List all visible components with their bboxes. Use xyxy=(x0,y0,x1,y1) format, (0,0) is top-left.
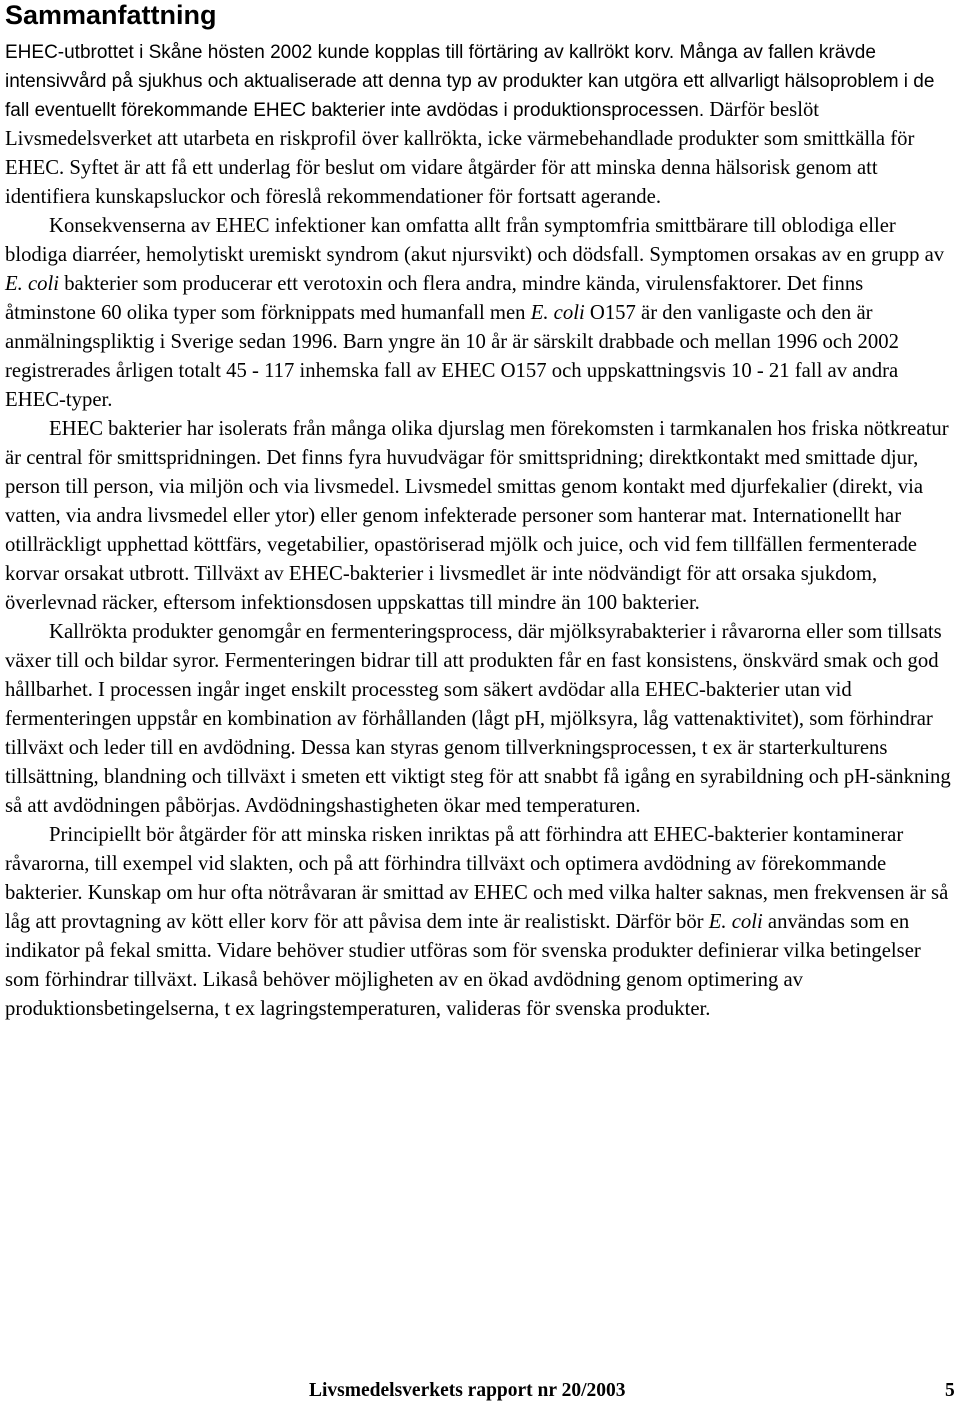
section-heading: Sammanfattning xyxy=(5,0,217,30)
species-name: E. coli xyxy=(5,273,60,295)
paragraph-text: Konsekvenserna av EHEC infektioner kan omfatta allt från symptomfria smittbärare till oblodiga eller blodiga diarréer, hemolytiskt uremiskt syndrom (akut njursvikt) och dödsfall. Symptomen orsakas av en grupp av xyxy=(5,215,945,266)
paragraph-sentence: Därför beslöt Livsmedelsverket att utarbeta en riskprofil över kallrökta, icke värmebehandlade produkter som smittkälla för EHEC. xyxy=(5,99,915,179)
paragraph-sentence: Syftet är att få ett underlag för beslut om vidare åtgärder för att minska denna hälsorisk genom att identifiera kunskapsluckor och föreslå rekommendationer för fortsatt agerande. xyxy=(5,157,878,208)
paragraph-text: bakterier som producerar ett verotoxin och flera andra, mindre kända, virulensfaktorer. Det finns åtminstone 60 olika typer som förknippats med humanfall men xyxy=(5,273,864,324)
paragraph-text: O157 är den vanligaste och den är anmälningspliktig i Sverige sedan 1996. Barn yngre än 10 år är särskilt drabbade och mellan 1996 och 2002 registrerades årligen totalt 45 - 117 inhemska fall av EHEC O157 och uppskattningsvis 10 - 21 fall av andra EHEC-typer. xyxy=(5,302,899,411)
footer-report-title: Livsmedelsverkets rapport nr 20/2003 xyxy=(309,1380,626,1401)
paragraph-transmission: EHEC bakterier har isolerats från många olika djurslag men förekomsten i tarmkanalen hos friska nötkreatur är central för smittspridningen. Det finns fyra huvudvägar för smittspridning; direktkontakt med smittade djur, person till person, via miljön och via livsmedel. Livsmedel smittas genom kontakt med djurfekalier (direkt, via vatten, via andra livsmedel eller ytor) eller genom infekterade personer som hanterar mat. Internationellt har otillräckligt upphettad köttfärs, vegetabilier, opastöriserad mjölk och juice, och vid fem tillfällen fermenterade korvar orsakat utbrott. Tillväxt av EHEC-bakterier i livsmedlet är inte nödvändigt för att orsaka sjukdom, överlevnad räcker, eftersom infektionsdosen uppskattas till mindre än 100 bakterier. xyxy=(5,418,949,614)
paragraph-consequences xyxy=(5,212,955,415)
paragraph-sentence: EHEC-utbrottet i Skåne hösten 2002 kunde kopplas till förtäring av kallrökt korv. Många av fallen krävde intensivvård på sjukhus och aktualiserade att denna typ av produkter kan utgöra ett allvarligt hälsoproblem i de fall eventuellt förekommande EHEC bakterier inte avdödas i produktionsprocessen. xyxy=(5,42,935,121)
document-page xyxy=(5,0,955,1024)
paragraph-measures xyxy=(5,821,955,1024)
paragraph-text: Principiellt bör åtgärder för att minska risken inriktas på att förhindra att EHEC-bakterier kontaminerar råvarorna, till exempel vid slakten, och på att förhindra tillväxt och optimera avdödning av förekommande bakterier. Kunskap om hur ofta nötråvaran är smittad av EHEC och med vilka halter saknas, men frekvensen är så låg att provtagning av kött eller korv för att påvisa dem inte är realistiskt. Därför bör xyxy=(5,824,949,933)
paragraph-summary-intro xyxy=(5,38,955,212)
paragraph-fermentation: Kallrökta produkter genomgår en fermenteringsprocess, där mjölksyrabakterier i råvarorna eller som tillsats växer till och bildar syror. Fermenteringen bidrar till att produkten får en fast konsistens, önskvärd smak och god hållbarhet. I processen ingår inget enskilt processteg som säkert avdödar alla EHEC-bakterier utan vid fermenteringen uppstår en kombination av förhållanden (lågt pH, mjölksyra, låg vattenaktivitet), som förhindrar tillväxt och leder till en avdödning. Dessa kan styras genom tillverkningsprocessen, t ex är starterkulturens tillsättning, blandning och tillväxt i smeten ett viktigt steg för att snabbt få igång en syrabildning och pH-sänkning så att avdödningen påbörjas. Avdödningshastigheten ökar med temperaturen. xyxy=(5,621,951,817)
page-number: 5 xyxy=(945,1380,955,1401)
paragraph-text: användas som en indikator på fekal smitta. Vidare behöver studier utföras som för svenska produkter definierar vilka betingelser som förhindrar tillväxt. Likaså behöver möjligheten av en ökad avdödning genom optimering av produktionsbetingelserna, t ex lagringstemperaturen, valideras för svenska produkter. xyxy=(5,911,921,1020)
species-name: E. coli xyxy=(708,911,763,933)
species-name: E. coli xyxy=(530,302,585,324)
